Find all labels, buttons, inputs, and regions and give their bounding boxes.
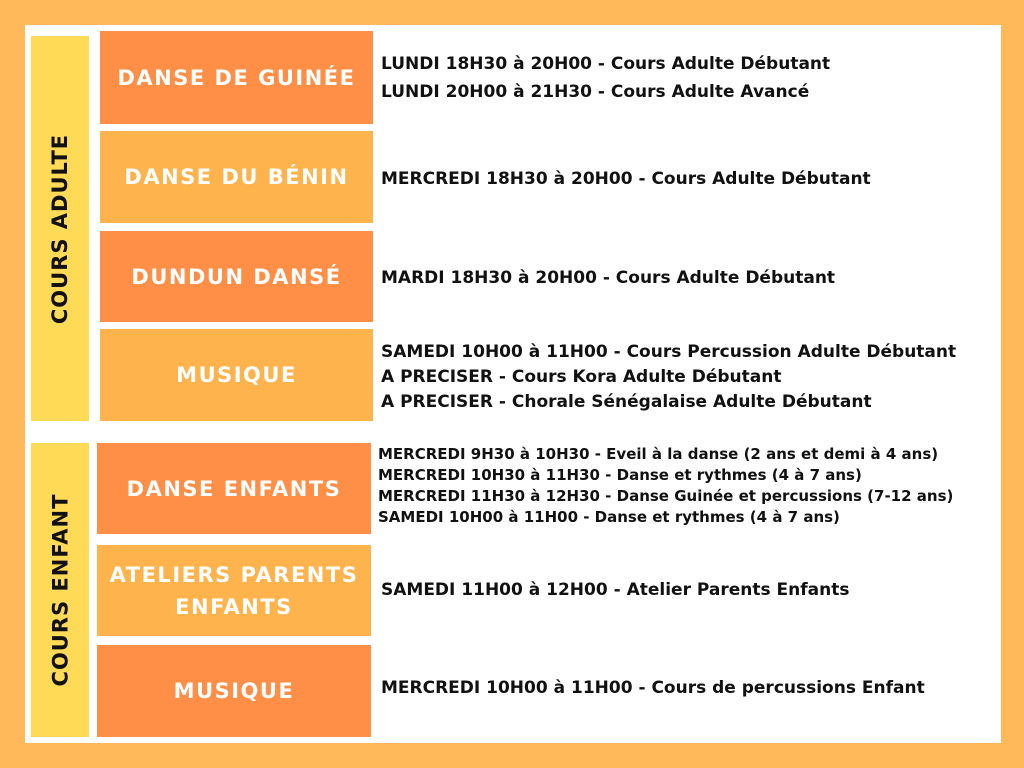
schedule-musique-adulte	[381, 340, 956, 415]
schedule-line: LUNDI 20H00 à 21H30 - Cours Adulte Avancé	[381, 82, 810, 102]
schedule-line: MERCREDI 10H00 à 11H00 - Cours de percussions Enfant	[381, 678, 925, 698]
schedule-line: MERCREDI 10H30 à 11H30 - Danse et rythmes (4 à 7 ans)	[378, 466, 862, 484]
schedule-danse-de-guinee	[381, 50, 830, 106]
category-title: MUSIQUE	[176, 363, 297, 387]
schedule-line: LUNDI 18H30 à 20H00 - Cours Adulte Débutant	[381, 54, 831, 74]
category-title: ATELIERS PARENTS ENFANTS	[109, 562, 359, 619]
category-danse-du-benin	[100, 131, 373, 223]
category-musique-adulte	[100, 329, 373, 421]
category-title: DANSE ENFANTS	[126, 476, 342, 501]
schedule-line: MARDI 18H30 à 20H00 - Cours Adulte Débutant	[381, 268, 836, 288]
schedule-ateliers-parents-enfants	[381, 576, 849, 604]
category-title: DUNDUN DANSÉ	[131, 264, 342, 289]
schedule-dundun-danse	[381, 264, 835, 292]
adult-section-label	[31, 36, 89, 421]
category-danse-de-guinee	[100, 31, 373, 124]
schedule-line: A PRECISER - Cours Kora Adulte Débutant	[381, 367, 782, 387]
schedule-musique-enfant	[381, 674, 925, 702]
schedule-danse-du-benin	[381, 165, 871, 193]
schedule-danse-enfants	[378, 444, 953, 528]
category-title: DANSE DU BÉNIN	[124, 165, 349, 189]
schedule-line: MERCREDI 11H30 à 12H30 - Danse Guinée et percussions (7-12 ans)	[378, 487, 954, 505]
child-section-label-text: COURS ENFANT	[48, 493, 72, 687]
category-title: DANSE DE GUINÉE	[117, 65, 356, 90]
schedule-line: MERCREDI 18H30 à 20H00 - Cours Adulte Débutant	[381, 169, 871, 189]
child-section-label	[31, 443, 89, 737]
schedule-line: MERCREDI 9H30 à 10H30 - Eveil à la danse (2 ans et demi à 4 ans)	[378, 445, 939, 463]
category-danse-enfants	[97, 443, 371, 534]
category-dundun-danse	[100, 231, 373, 322]
schedule-line: A PRECISER - Chorale Sénégalaise Adulte Débutant	[381, 392, 872, 412]
category-musique-enfant	[97, 645, 371, 737]
adult-section-label-text: COURS ADULTE	[48, 133, 73, 324]
category-title: MUSIQUE	[173, 679, 295, 703]
schedule-line: SAMEDI 10H00 à 11H00 - Danse et rythmes (4 à 7 ans)	[378, 508, 840, 526]
schedule-line: SAMEDI 11H00 à 12H00 - Atelier Parents Enfants	[381, 580, 850, 600]
schedule-line: SAMEDI 10H00 à 11H00 - Cours Percussion Adulte Débutant	[381, 342, 957, 362]
category-ateliers-parents-enfants	[97, 545, 371, 636]
